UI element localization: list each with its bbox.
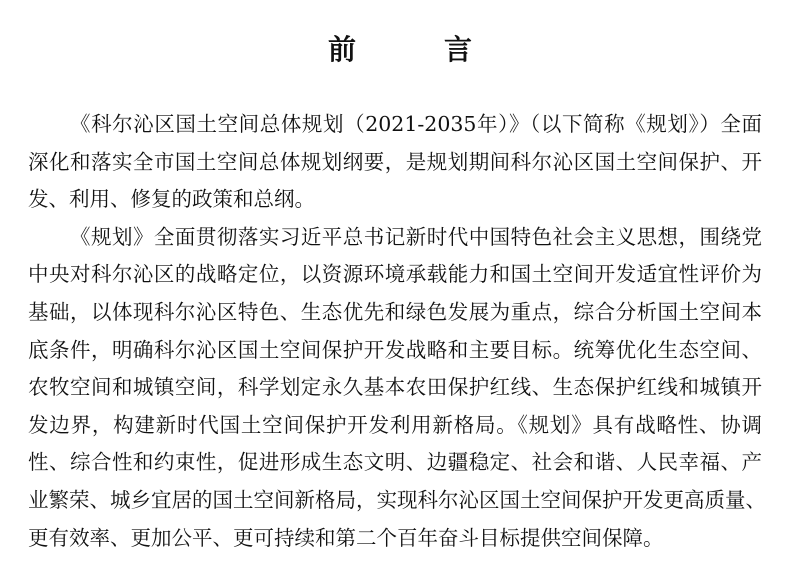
text-line: 基础，以体现科尔沁区特色、生态优先和绿色发展为重点，综合分析国土空间本 xyxy=(28,299,762,324)
text-line: 底条件，明确科尔沁区国土空间保护开发战略和主要目标。统筹优化生态空间、 xyxy=(28,337,762,362)
text-line: 发边界，构建新时代国土空间保护开发利用新格局。《规划》具有战略性、协调 xyxy=(28,412,762,437)
text-line: 业繁荣、城乡宜居的国土空间新格局，实现科尔沁区国土空间保护开发更高质量、 xyxy=(28,487,766,512)
text-line: 深化和落实全市国土空间总体规划纲要，是规划期间科尔沁区国土空间保护、开 xyxy=(28,149,762,174)
preface-body xyxy=(28,106,766,557)
page-title: 前 言 xyxy=(327,33,502,66)
text-line: 性、综合性和约束性，促进形成生态文明、边疆稳定、社会和谐、人民幸福、产 xyxy=(28,450,762,475)
text-line: 中央对科尔沁区的战略定位，以资源环境承载能力和国土空间开发适宜性评价为 xyxy=(28,262,762,287)
text-line: 《科尔沁区国土空间总体规划（2021-2035年）》（以下简称《规划》）全面 xyxy=(70,112,762,136)
paragraph-2 xyxy=(28,219,766,557)
paragraph-1 xyxy=(28,106,762,219)
text-line: 《规划》全面贯彻落实习近平总书记新时代中国特色社会主义思想，围绕党 xyxy=(70,224,762,249)
text-line: 更有效率、更加公平、更可持续和第二个百年奋斗目标提供空间保障。 xyxy=(28,525,664,550)
text-line: 农牧空间和城镇空间，科学划定永久基本农田保护红线、生态保护红线和城镇开 xyxy=(28,375,762,400)
text-line: 发、利用、修复的政策和总纲。 xyxy=(28,187,315,212)
